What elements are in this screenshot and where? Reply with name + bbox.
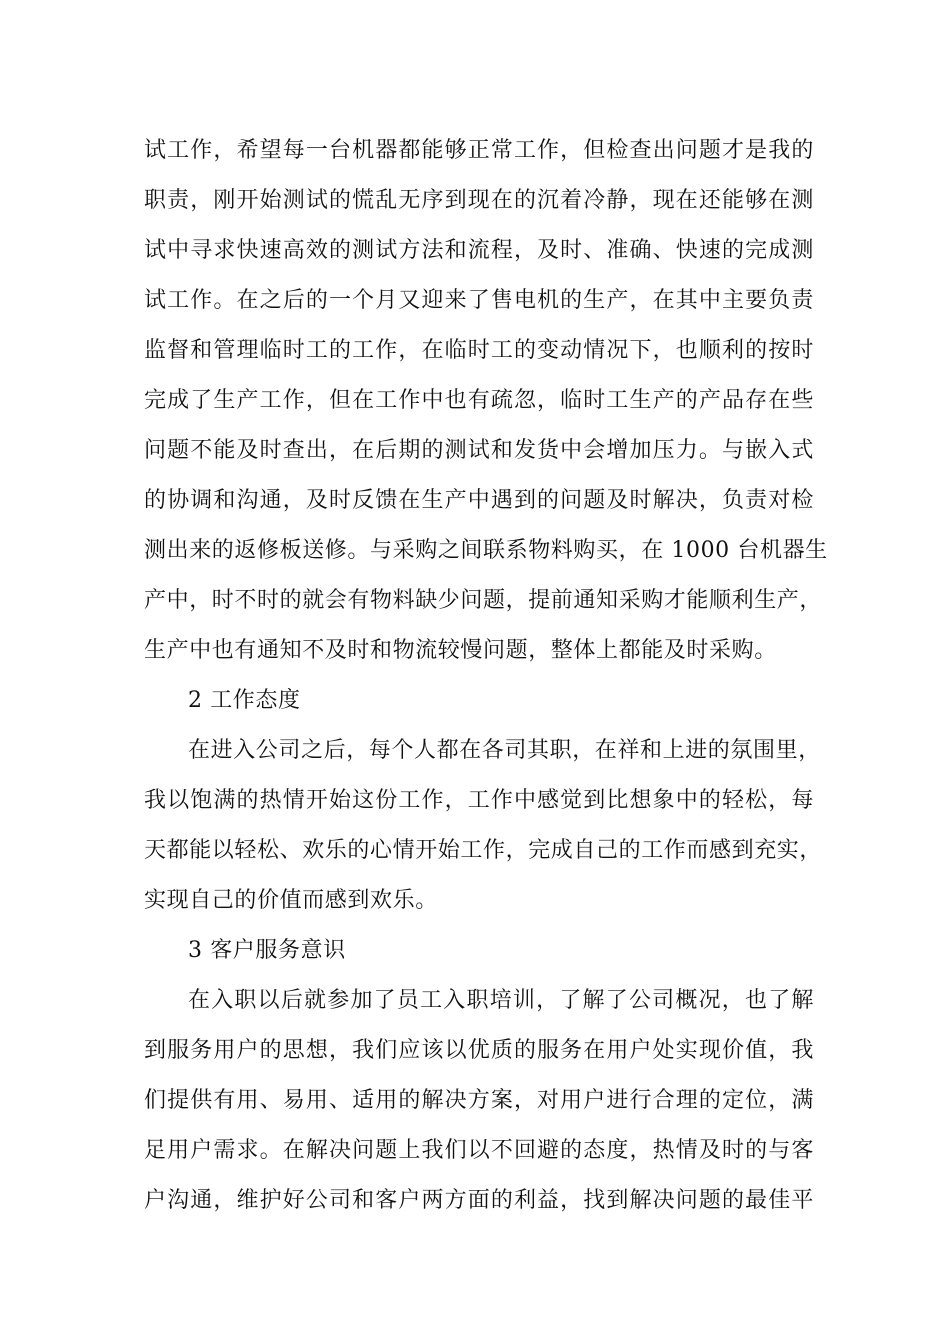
section-3-line-5: 户沟通，维护好公司和客户两方面的利益，找到解决问题的最佳平 xyxy=(144,1188,814,1213)
section-3-line-4: 足用户需求。在解决问题上我们以不回避的态度，热情及时的与客 xyxy=(144,1138,814,1163)
paragraph-1-line-8: 的协调和沟通，及时反馈在生产中遇到的问题及时解决，负责对检 xyxy=(144,488,814,513)
paragraph-1-line-10: 产中，时不时的就会有物料缺少问题，提前通知采购才能顺利生产， xyxy=(144,588,823,613)
section-2-line-3: 天都能以轻松、欢乐的心情开始工作，完成自己的工作而感到充实， xyxy=(144,838,823,863)
section-3-heading: 3 客户服务意识 xyxy=(188,938,346,963)
paragraph-1-line-3: 试中寻求快速高效的测试方法和流程，及时、准确、快速的完成测 xyxy=(144,238,814,263)
section-3-line-3: 们提供有用、易用、适用的解决方案，对用户进行合理的定位，满 xyxy=(144,1088,814,1113)
paragraph-1-line-1: 试工作，希望每一台机器都能够正常工作，但检查出问题才是我的 xyxy=(144,138,814,163)
paragraph-1-line-5: 监督和管理临时工的工作，在临时工的变动情况下，也顺利的按时 xyxy=(144,338,814,363)
section-2-line-1: 在进入公司之后，每个人都在各司其职，在祥和上进的氛围里， xyxy=(188,738,821,763)
paragraph-1-line-6: 完成了生产工作，但在工作中也有疏忽，临时工生产的产品存在些 xyxy=(144,388,814,413)
paragraph-1-line-7: 问题不能及时查出，在后期的测试和发货中会增加压力。与嵌入式 xyxy=(144,438,814,463)
paragraph-1-line-9: 测出来的返修板送修。与采购之间联系物料购买，在 1000 台机器生 xyxy=(144,538,828,563)
paragraph-1-line-2: 职责，刚开始测试的慌乱无序到现在的沉着冷静，现在还能够在测 xyxy=(144,188,814,213)
section-3-line-2: 到服务用户的思想，我们应该以优质的服务在用户处实现价值，我 xyxy=(144,1038,814,1063)
section-2-heading: 2 工作态度 xyxy=(188,688,301,713)
paragraph-1-line-4: 试工作。在之后的一个月又迎来了售电机的生产，在其中主要负责 xyxy=(144,288,814,313)
paragraph-1-line-11: 生产中也有通知不及时和物流较慢问题，整体上都能及时采购。 xyxy=(144,638,777,663)
section-2-line-2: 我以饱满的热情开始这份工作，工作中感觉到比想象中的轻松，每 xyxy=(144,788,814,813)
section-3-line-1: 在入职以后就参加了员工入职培训，了解了公司概况，也了解 xyxy=(188,988,814,1013)
section-2-line-4: 实现自己的价值而感到欢乐。 xyxy=(144,888,438,913)
